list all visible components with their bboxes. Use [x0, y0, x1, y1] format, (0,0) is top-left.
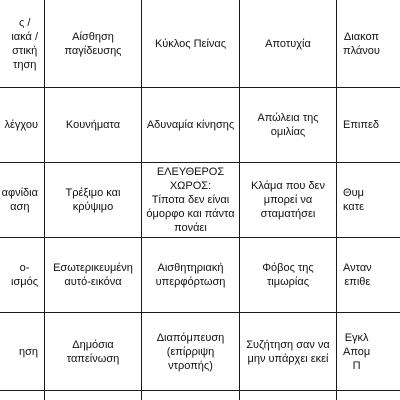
bingo-cell: Κουνήματα: [65, 119, 121, 131]
bingo-cell: Εσωτερικευμένη αυτό-εικόνα: [53, 262, 133, 288]
bingo-cell: Αδυναμία κίνησης: [146, 119, 235, 131]
bingo-cell: Θυμ κατε: [343, 187, 364, 213]
bingo-cell: Συζήτηση σαν να μην υπάρχει εκεί: [246, 338, 330, 365]
bingo-cell: ο- ισμός: [11, 262, 38, 288]
bingo-cell: Ανταν επιθε: [343, 262, 372, 288]
bingo-cell: Αίσθηση παγίδευσης: [64, 30, 122, 57]
bingo-cell: Απώλεια της ομιλίας: [257, 112, 319, 138]
bingo-cell: Επιπεδ: [343, 119, 379, 131]
bingo-cell: Αισθητηριακή υπερφόρτωση: [155, 262, 226, 288]
bingo-cell: αφνίδια αση: [1, 187, 38, 213]
bingo-cell: Κύκλος Πείνας: [154, 37, 227, 50]
bingo-cell: λέγχου: [4, 119, 38, 131]
bingo-cell: ηση: [18, 345, 38, 358]
bingo-cell: Εγκλ Απομ Π: [343, 331, 371, 372]
bingo-cell: Δημόσια ταπείνωση: [66, 338, 120, 365]
bingo-cell: Αποτυχία: [265, 37, 311, 50]
bingo-cell: ς / ιακά / στική τηση: [11, 16, 38, 71]
bingo-cell: Κλάμα που δεν μπορεί να σταματήσει: [251, 180, 325, 220]
free-space-cell: ΕΛΕΥΘΕΡΟΣ ΧΩΡΟΣ: Τίποτα δεν είναι όμορφο και πάντα πονάει: [146, 166, 235, 234]
bingo-cell: Διακοπ πλάνου: [343, 30, 380, 57]
bingo-cell: Φόβος της τιμωρίας: [262, 262, 314, 288]
bingo-cell: Διαπόμπευση (επίρριψη ντροπής): [156, 331, 225, 372]
bingo-cell: Τρέξιμο και κρύψιμο: [65, 187, 121, 213]
grid-line-horizontal: [0, 390, 400, 391]
